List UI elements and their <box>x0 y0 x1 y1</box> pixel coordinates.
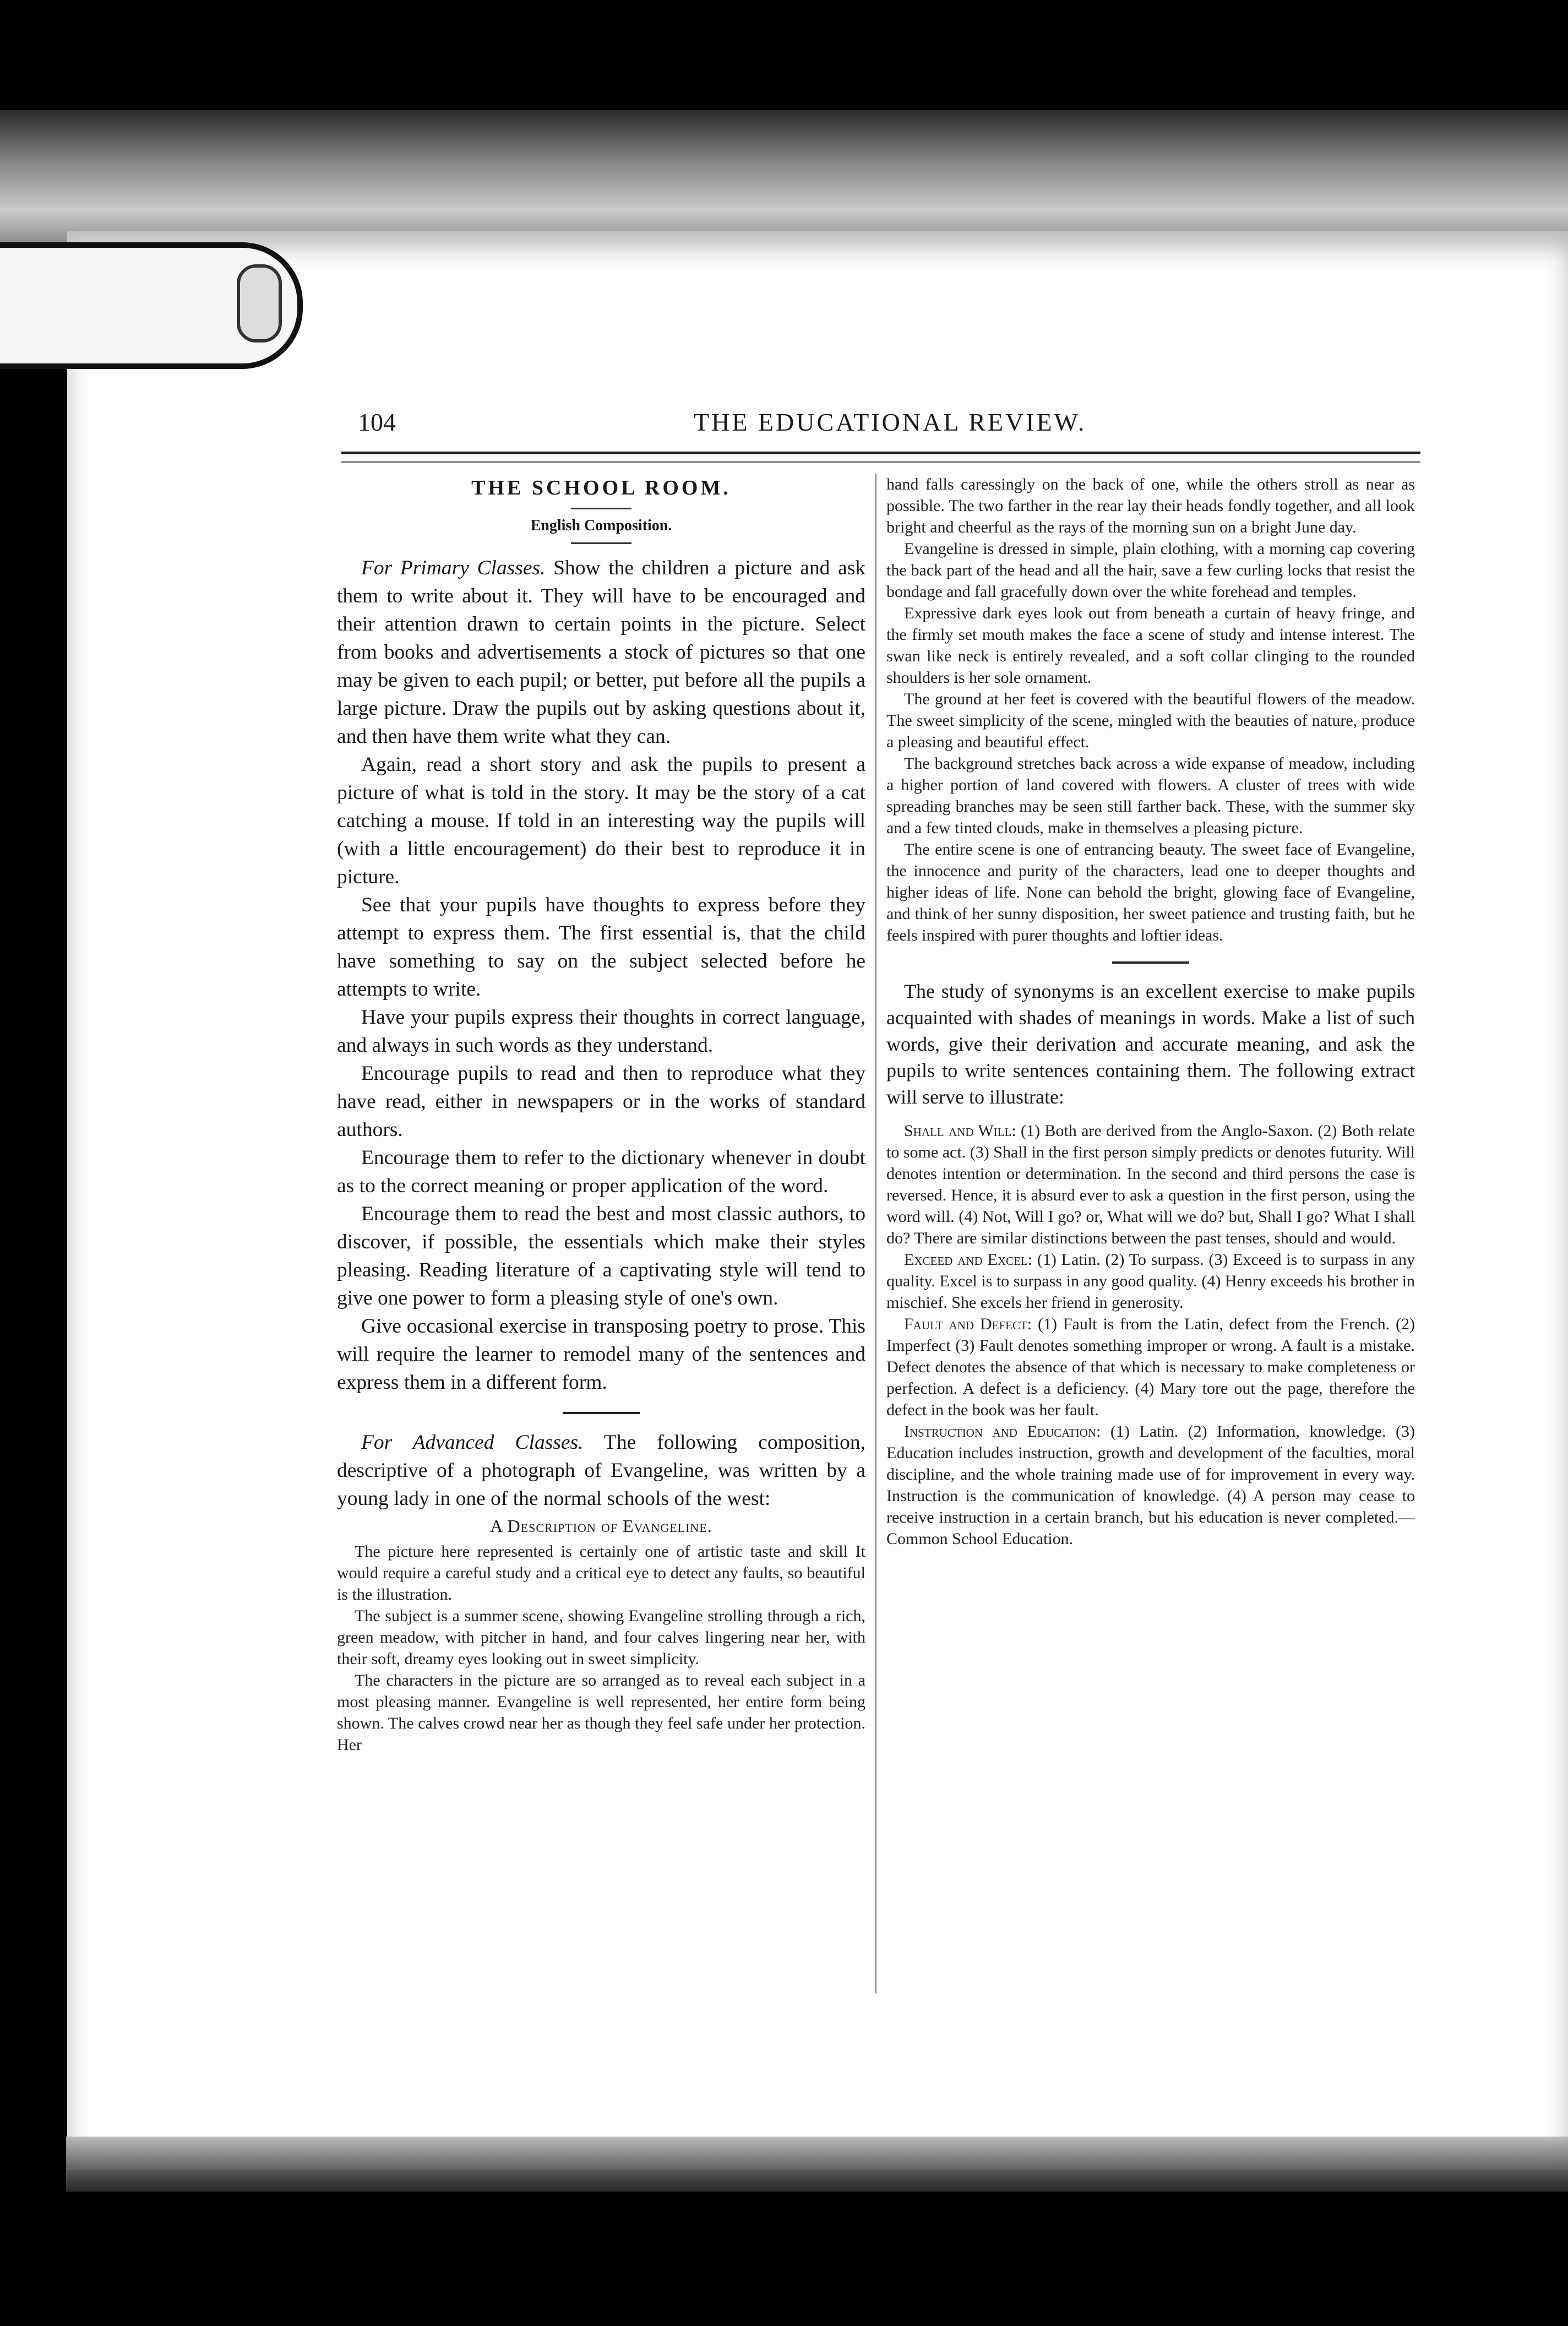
synonym-text: (1) Latin. (2) Information, knowledge. (3) Education includes instruction, growth and development of the faculties, moral discipline, and the whole training made use of for improvement in every way. Instruction is the communication of knowledge. (4) A person may cease to receive instruction in a certain branch, but his education is never completed.—Common School Education. <box>886 1422 1415 1548</box>
advanced-lead: For Advanced Classes. <box>361 1431 584 1454</box>
subsection-title: English Composition. <box>530 517 672 534</box>
right-column <box>886 474 1415 1550</box>
section-divider <box>1112 961 1189 964</box>
primary-text: Show the children a picture and ask them to write about it. They will have to be encouraged and their attention drawn to certain points in the picture. Select from books and advertisements a stock of pictures so that one may be given to each pupil; or better, put before all the pupils a large picture. Draw the pupils out by asking questions about it, and then have them write what they can. <box>337 557 865 748</box>
essay-paragraph: The ground at her feet is covered with the beautiful flowers of the meadow. The sweet simplicity of the scene, mingled with the beauties of nature, produce a pleasing and beautiful effect. <box>886 690 1415 751</box>
subtitle-rule <box>571 542 631 544</box>
essay-paragraph: Expressive dark eyes look out from beneath a curtain of heavy fringe, and the firmly set mouth makes the face a scene of study and intense interest. The swan like neck is entirely revealed, and a soft collar clinging to the rounded shoulders is her sole ornament. <box>886 604 1415 687</box>
section-title: THE SCHOOL ROOM. <box>471 476 731 499</box>
paragraph: Again, read a short story and ask the pupils to present a picture of what is told in the story. It may be the story of a cat catching a mouse. If told in an interesting way the pupils will (with a little encouragement) do their best to reproduce it in picture. <box>337 753 865 888</box>
column-divider <box>875 474 876 1993</box>
essay-paragraph: The subject is a summer scene, showing Evangeline strolling through a rich, green meadow, with pitcher in hand, and four calves lingering near her, with their soft, dreamy eyes looking out in sweet simplicity. <box>337 1607 865 1668</box>
primary-classes-paragraph <box>337 554 865 751</box>
advanced-classes-paragraph <box>337 1428 865 1513</box>
binder-clip-hole <box>237 264 282 343</box>
synonym-entry <box>886 1249 1415 1313</box>
running-title: THE EDUCATIONAL REVIEW. <box>694 408 1087 436</box>
essay-paragraph: hand falls caressingly on the back of one, while the others stroll as near as possible. The two farther in the rear lay their heads fondly together, and all look bright and cheerful as the rays of the morning sun on a bright June day. <box>886 475 1415 536</box>
title-rule <box>571 508 631 509</box>
header-rule-thin <box>341 461 1420 463</box>
paragraph: Encourage them to refer to the dictionary whenever in doubt as to the correct meaning or proper application of the word. <box>337 1146 865 1197</box>
synonym-heading: Instruction and Education: <box>904 1422 1101 1441</box>
scan-shadow-bottom <box>66 2137 1568 2192</box>
paragraph: Give occasional exercise in transposing poetry to prose. This will require the learner to remodel many of the sentences and express them in a different form. <box>337 1315 865 1394</box>
header-rule <box>341 452 1420 454</box>
paragraph: Encourage pupils to read and then to reproduce what they have read, either in newspapers or in the works of standard authors. <box>337 1062 865 1141</box>
synonym-heading: Fault and Defect: <box>904 1315 1032 1333</box>
synonym-entry <box>886 1421 1415 1550</box>
essay-paragraph: The picture here represented is certainly one of artistic taste and skill It would require a careful study and a critical eye to detect any faults, so beautiful is the illustration. <box>337 1542 865 1604</box>
essay-title: A Description of Evangeline. <box>490 1516 712 1536</box>
synonym-text: (1) Both are derived from the Anglo-Saxon. (2) Both relate to some act. (3) Shall in the first person simply predicts or denotes futurity. Will denotes intention or determination. In the second and third persons the case is reversed. Hence, it is absurd ever to ask a question in the first person, using the word will. (4) Not, Will I go? or, What will we do? but, Shall I go? What I shall do? There are similar distinctions between the past tenses, should and would. <box>886 1122 1415 1247</box>
essay-paragraph: The characters in the picture are so arranged as to reveal each subject in a most pleasing manner. Evangeline is well represented, her entire form being shown. The calves crowd near her as though they feel safe under her protection. Her <box>337 1671 865 1754</box>
synonyms-intro: The study of synonyms is an excellent exercise to make pupils acquainted with shades of meanings in words. Make a list of such words, give their derivation and accurate meaning, and ask the pupils to write sentences containing them. The following extract will serve to illustrate: <box>886 980 1415 1108</box>
synonym-entry <box>886 1313 1415 1421</box>
page-header <box>341 407 1420 452</box>
essay-paragraph: The entire scene is one of entrancing beauty. The sweet face of Evangeline, the innocence and purity of the characters, lead one to deeper thoughts and higher ideas of life. None can behold the bright, glowing face of Evangeline, and think of her sunny disposition, her sweet patience and trusting faith, but he feels inspired with purer thoughts and loftier ideas. <box>886 840 1415 944</box>
synonym-text: (1) Fault is from the Latin, defect from the French. (2) Imperfect (3) Fault denotes something improper or wrong. A fault is a mistake. Defect denotes the absence of that which is necessary to make completeness or perfection. A defect is a deficiency. (4) Mary tore out the page, therefore the defect in the book was her fault. <box>886 1315 1415 1419</box>
paragraph: See that your pupils have thoughts to express before they attempt to express them. The first essential is, that the child have something to say on the subject selected before he attempts to write. <box>337 894 865 1001</box>
paragraph: Have your pupils express their thoughts in correct language, and always in such words as they understand. <box>337 1006 865 1057</box>
synonym-text: (1) Latin. (2) To surpass. (3) Exceed is to surpass in any quality. Excel is to surpass in any good quality. (4) Henry exceeds his brother in mischief. She excels her friend in generosity. <box>886 1251 1415 1312</box>
synonym-entry <box>886 1120 1415 1249</box>
paragraph: Encourage them to read the best and most classic authors, to discover, if possible, the essentials which make their styles pleasing. Reading literature of a captivating style will tend to give one power to form a pleasing style of one's own. <box>337 1203 865 1309</box>
advanced-text: The following composition, descriptive of a photograph of Evangeline, was written by a young lady in one of the normal schools of the west: <box>337 1431 865 1510</box>
primary-lead: For Primary Classes. <box>361 557 546 579</box>
section-divider <box>563 1412 640 1414</box>
synonym-heading: Exceed and Excel: <box>904 1251 1032 1269</box>
left-column <box>337 474 865 1756</box>
essay-paragraph: The background stretches back across a wide expanse of meadow, including a higher portion of land covered with flowers. A cluster of trees with wide spreading branches may be seen still farther back. These, with the summer sky and a few tinted clouds, make in themselves a pleasing picture. <box>886 754 1415 837</box>
essay-paragraph: Evangeline is dressed in simple, plain clothing, with a morning cap covering the back part of the head and all the hair, save a few curling locks that resist the bondage and fall gracefully down over the white forehead and temples. <box>886 540 1415 601</box>
page-number: 104 <box>358 408 396 436</box>
synonym-heading: Shall and Will: <box>904 1122 1016 1140</box>
